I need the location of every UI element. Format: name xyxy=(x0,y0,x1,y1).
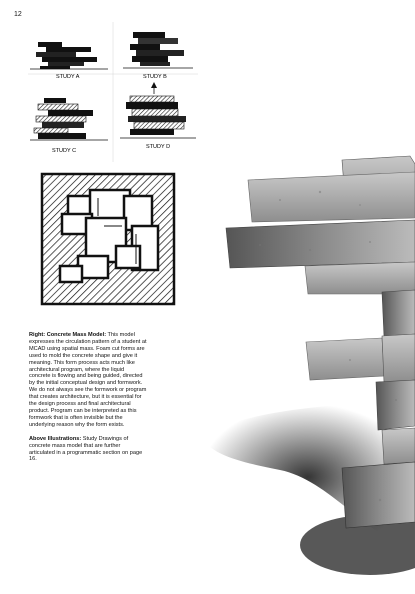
study-a-sketch xyxy=(30,42,108,69)
above-caption xyxy=(29,436,147,464)
concrete-model-photo xyxy=(160,150,415,594)
right-caption xyxy=(29,332,147,429)
study-c-sketch xyxy=(30,98,108,140)
study-a-label: STUDY A xyxy=(56,74,80,80)
right-caption-heading: Right: Concrete Mass Model: xyxy=(29,332,107,338)
caption-block xyxy=(29,332,147,470)
study-b-sketch xyxy=(123,32,193,68)
above-caption-heading: Above Illustrations: xyxy=(29,435,82,442)
study-sketches xyxy=(28,22,198,162)
study-b-label: STUDY B xyxy=(143,74,167,80)
above-caption-body: Study Drawings of concrete mass model that are further articulated in a programmatic section on page 16. xyxy=(29,435,143,463)
right-caption-body: This model expresses the circulation pattern of a student at MCAD using spatial mass. Foam cut forms are used to mold the concrete shape and give it meaning. This form process acts much like architectural program, where the liquid concrete is flowing and being guided, directed by the initial conceptual design and formwork. We do not always see the formwork or program that creates architecture, but it is essential for the design process and final architectural product. Program can be interpreted as this formwork that is often invisible but the underlying reason why the form exists. xyxy=(29,332,147,428)
study-d-sketch xyxy=(120,82,196,138)
study-d-label: STUDY D xyxy=(146,144,171,150)
study-c-label: STUDY C xyxy=(52,148,77,154)
page-number: 12 xyxy=(14,11,22,18)
plan-sketch xyxy=(38,168,178,308)
